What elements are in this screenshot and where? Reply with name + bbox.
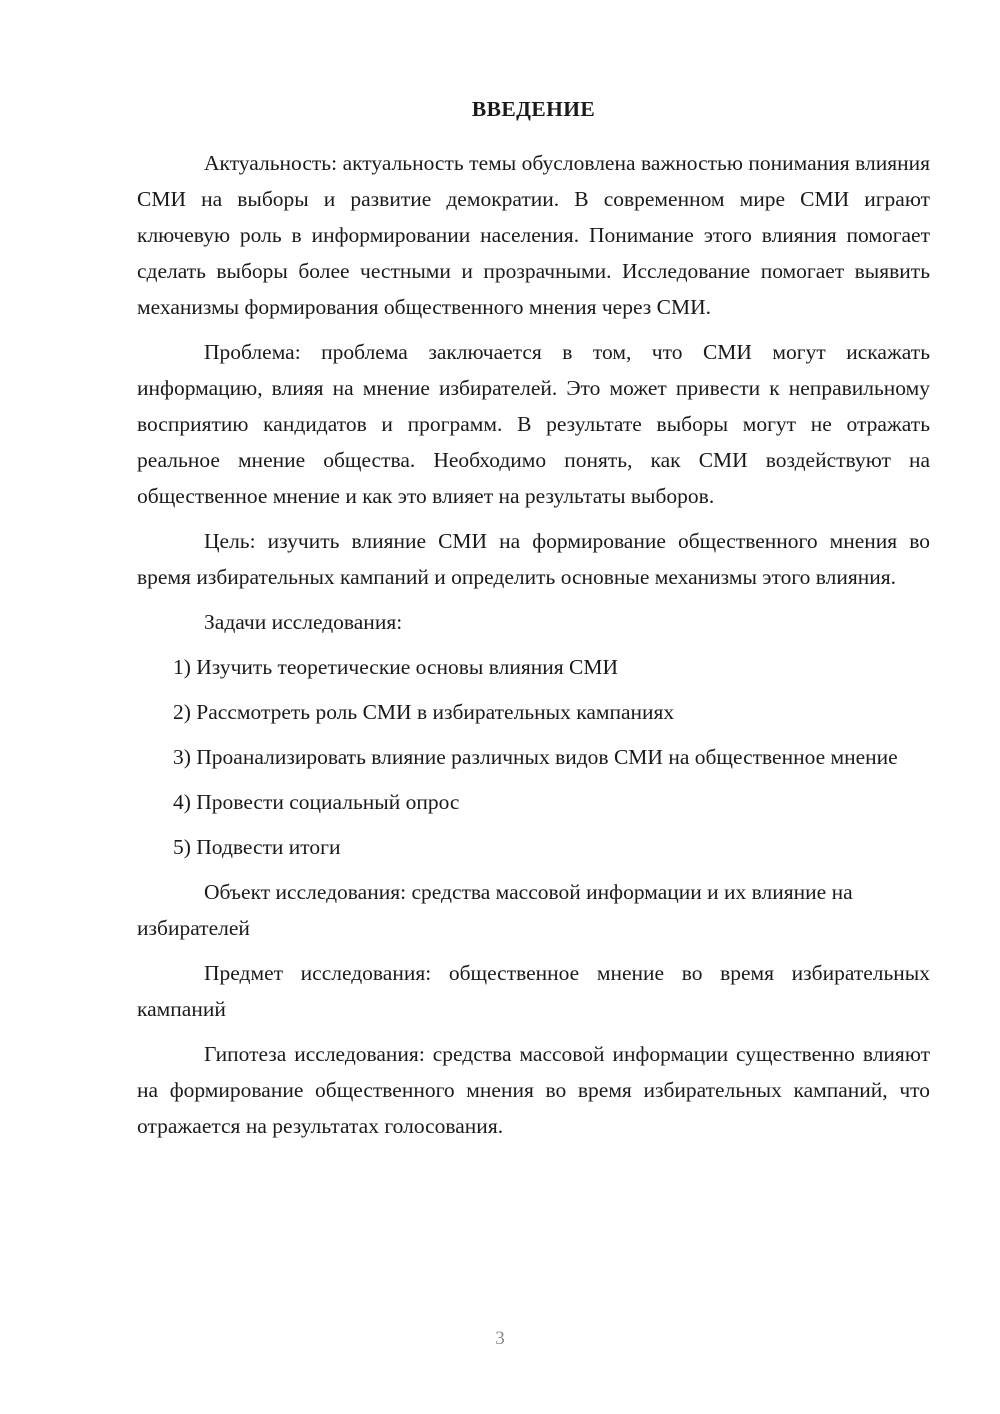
list-item: 1) Изучить теоретические основы влияния СМИ (173, 655, 618, 680)
page-title: ВВЕДЕНИЕ (471, 97, 596, 121)
list-item: 4) Провести социальный опрос (173, 790, 460, 815)
paragraph-tasks-heading: Задачи исследования: (204, 610, 403, 635)
paragraph-subject: Предмет исследования: общественное мнение во время избирательных кампаний (137, 961, 930, 1022)
paragraph-object: Объект исследования: средства массовой информации и их влияние на избирателей (137, 880, 853, 941)
paragraph-problem: Проблема: проблема заключается в том, что СМИ могут искажать информацию, влияя на мнение избирателей. Это может привести к неправильному восприятию кандидатов и программ. В результате выборы могут не отражать реальное мнение общества. Необходимо понять, как СМИ воздействуют на общественное мнение и как это влияет на результаты выборов. (137, 340, 930, 509)
list-item: 2) Рассмотреть роль СМИ в избирательных кампаниях (173, 700, 675, 725)
list-item: 5) Подвести итоги (173, 835, 341, 860)
paragraph-relevance: Актуальность: актуальность темы обусловлена важностью понимания влияния СМИ на выборы и развитие демократии. В современном мире СМИ играют ключевую роль в информировании населения. Понимание этого влияния помогает сделать выборы более честными и прозрачными. Исследование помогает выявить механизмы формирования общественного мнения через СМИ. (137, 151, 930, 320)
paragraph-hypothesis: Гипотеза исследования: средства массовой информации существенно влияют на формирование общественного мнения во время избирательных кампаний, что отражается на результатах голосования. (137, 1042, 930, 1139)
document-body (137, 93, 930, 1153)
page-number: 3 (495, 1328, 505, 1349)
paragraph-goal: Цель: изучить влияние СМИ на формирование общественного мнения во время избирательных кампаний и определить основные механизмы этого влияния. (137, 529, 930, 590)
list-item: 3) Проанализировать влияние различных видов СМИ на общественное мнение (173, 745, 898, 770)
